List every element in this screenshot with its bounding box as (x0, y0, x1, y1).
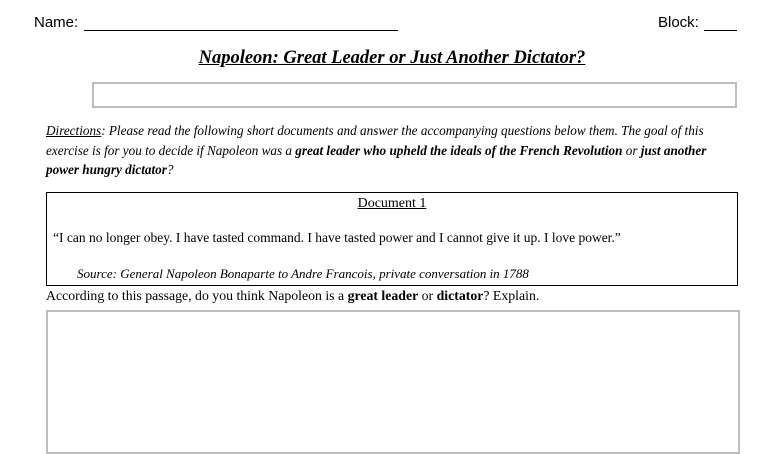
directions-text-3: ? (166, 162, 174, 177)
title-input-box[interactable] (92, 82, 737, 108)
block-label: Block: (658, 14, 699, 31)
question-text-2: or (418, 288, 437, 303)
question-bold-2: dictator (436, 288, 484, 303)
question-bold-1: great leader (347, 288, 419, 303)
header-row (34, 14, 740, 36)
document-1-box (46, 192, 738, 286)
question-text-1: According to this passage, do you think Napoleon is a (46, 288, 348, 303)
document-1-source (77, 266, 727, 282)
source-label: Source (77, 266, 113, 281)
directions-text-2: or (622, 142, 641, 158)
document-1-title: Document 1 (357, 196, 427, 211)
directions-label: Directions (46, 123, 102, 138)
directions-text-1: : Please read the following short documents and answer the accompanying questions below them. The goal of this exercise is for you to decide if Napoleon was a (46, 123, 704, 158)
question-1 (46, 288, 746, 304)
name-label: Name: (34, 14, 79, 31)
block-blank-line[interactable] (704, 30, 737, 31)
answer-box-1[interactable] (46, 310, 740, 454)
directions-bold-2: just another power hungry dictator (46, 142, 707, 177)
directions-paragraph (46, 121, 736, 180)
source-text: : General Napoleon Bonaparte to Andre Francois, private conversation in 1788 (112, 266, 529, 281)
name-blank-line[interactable] (84, 30, 398, 31)
document-1-quote: “I can no longer obey. I have tasted command. I have tasted power and I cannot give it up. I love power.” (53, 230, 621, 245)
question-text-3: ? Explain. (483, 288, 540, 303)
page-title: Napoleon: Great Leader or Just Another Dictator? (198, 48, 586, 68)
directions-bold-1: great leader who upheld the ideals of the French Revolution (295, 142, 623, 158)
